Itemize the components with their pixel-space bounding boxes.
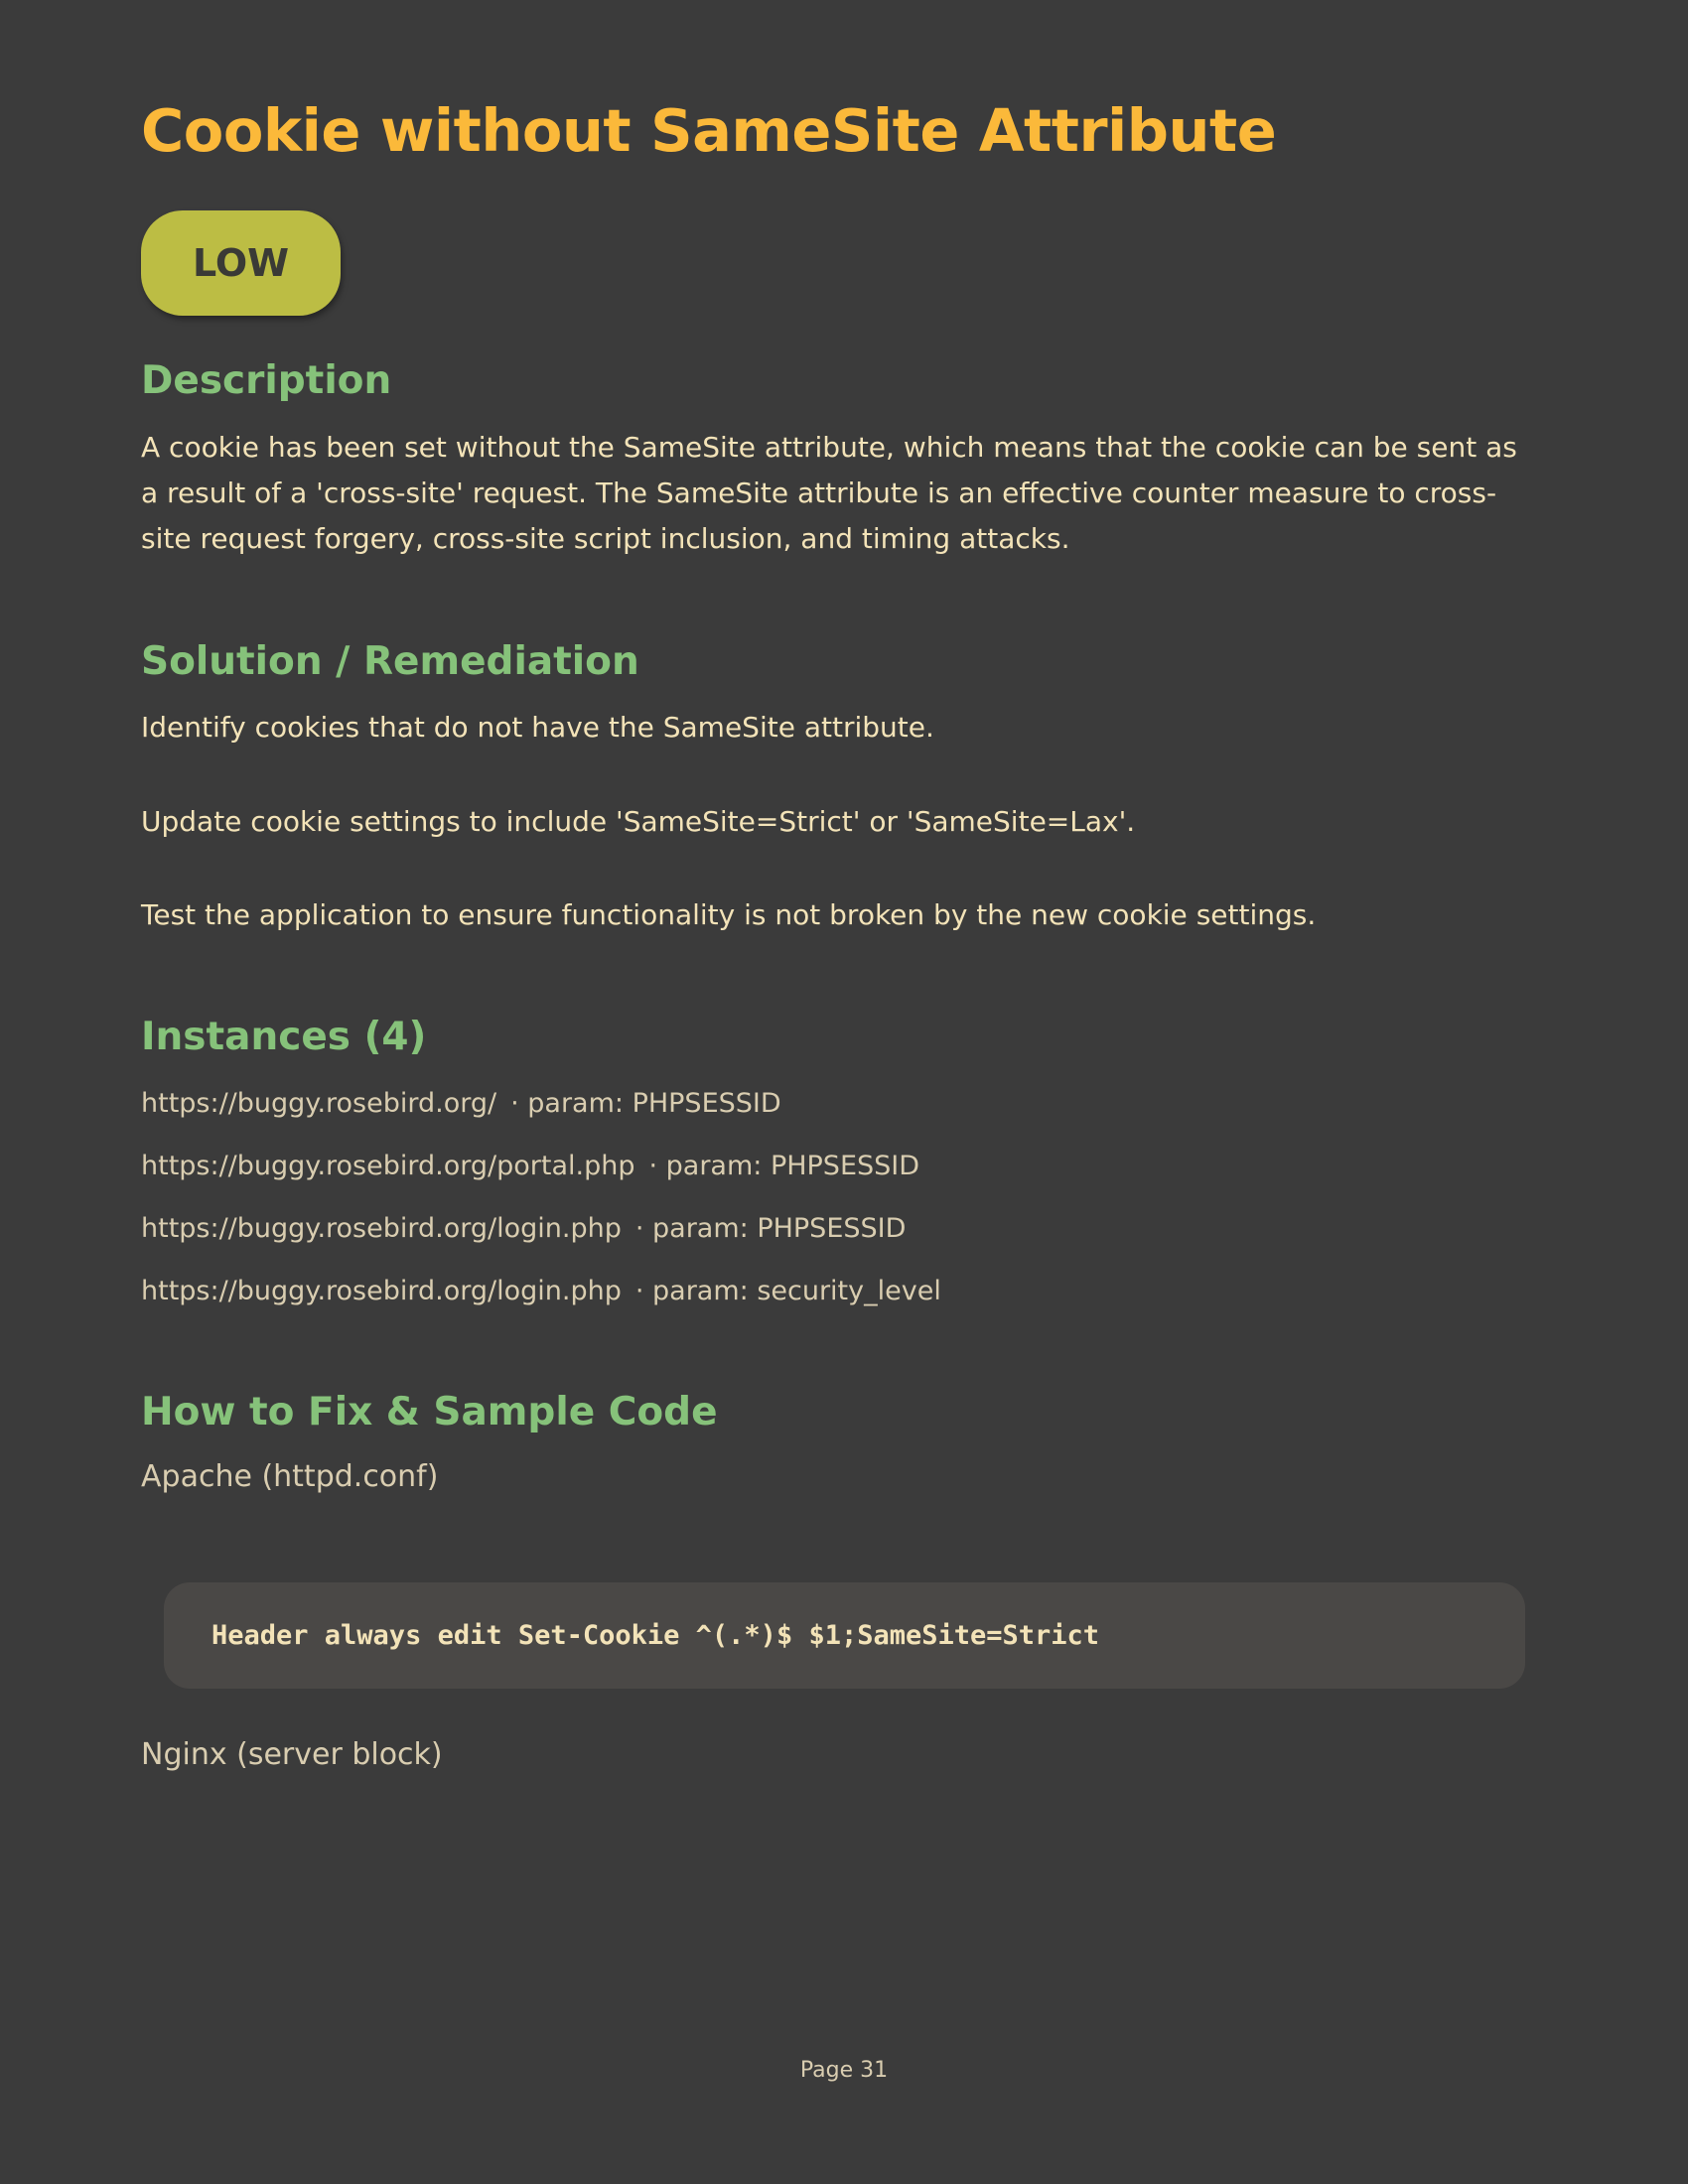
instance-url[interactable]: https://buggy.rosebird.org/login.php xyxy=(141,1213,622,1244)
instance-param: · param: PHPSESSID xyxy=(510,1088,781,1119)
instance-item xyxy=(141,1084,781,1124)
instances-heading: Instances (4) xyxy=(141,1015,427,1059)
instance-param: · param: security_level xyxy=(634,1276,941,1306)
solution-step: Update cookie settings to include 'SameSite=Strict' or 'SameSite=Lax'. xyxy=(141,805,1136,838)
solution-heading: Solution / Remediation xyxy=(141,639,639,684)
nginx-label: Nginx (server block) xyxy=(141,1737,443,1772)
severity-badge: LOW xyxy=(141,210,341,316)
instance-url[interactable]: https://buggy.rosebird.org/ xyxy=(141,1088,497,1119)
instance-url[interactable]: https://buggy.rosebird.org/login.php xyxy=(141,1276,622,1306)
instance-param: · param: PHPSESSID xyxy=(634,1213,907,1244)
instance-param: · param: PHPSESSID xyxy=(648,1151,920,1181)
fix-heading: How to Fix & Sample Code xyxy=(141,1390,718,1434)
apache-code[interactable]: Header always edit Set-Cookie ^(.*)$ $1;SameSite=Strict xyxy=(211,1620,1100,1651)
page-number: Page 31 xyxy=(799,2058,889,2083)
instance-item xyxy=(141,1209,906,1249)
apache-code-block[interactable] xyxy=(164,1582,1525,1689)
solution-step: Identify cookies that do not have the SameSite attribute. xyxy=(141,711,934,744)
solution-step: Test the application to ensure functionality is not broken by the new cookie settings. xyxy=(141,898,1317,931)
description-text: A cookie has been set without the SameSite attribute, which means that the cookie can be sent as a result of a 'cross-site' request. The SameSite attribute is an effective counter measure to cross-site request forgery, cross-site script inclusion, and timing attacks. xyxy=(141,431,1517,555)
description-heading: Description xyxy=(141,358,392,403)
apache-label: Apache (httpd.conf) xyxy=(141,1459,439,1494)
instance-item xyxy=(141,1272,941,1311)
instance-item xyxy=(141,1147,919,1186)
page-title: Cookie without SameSite Attribute xyxy=(141,96,1277,165)
instance-url[interactable]: https://buggy.rosebird.org/portal.php xyxy=(141,1151,635,1181)
